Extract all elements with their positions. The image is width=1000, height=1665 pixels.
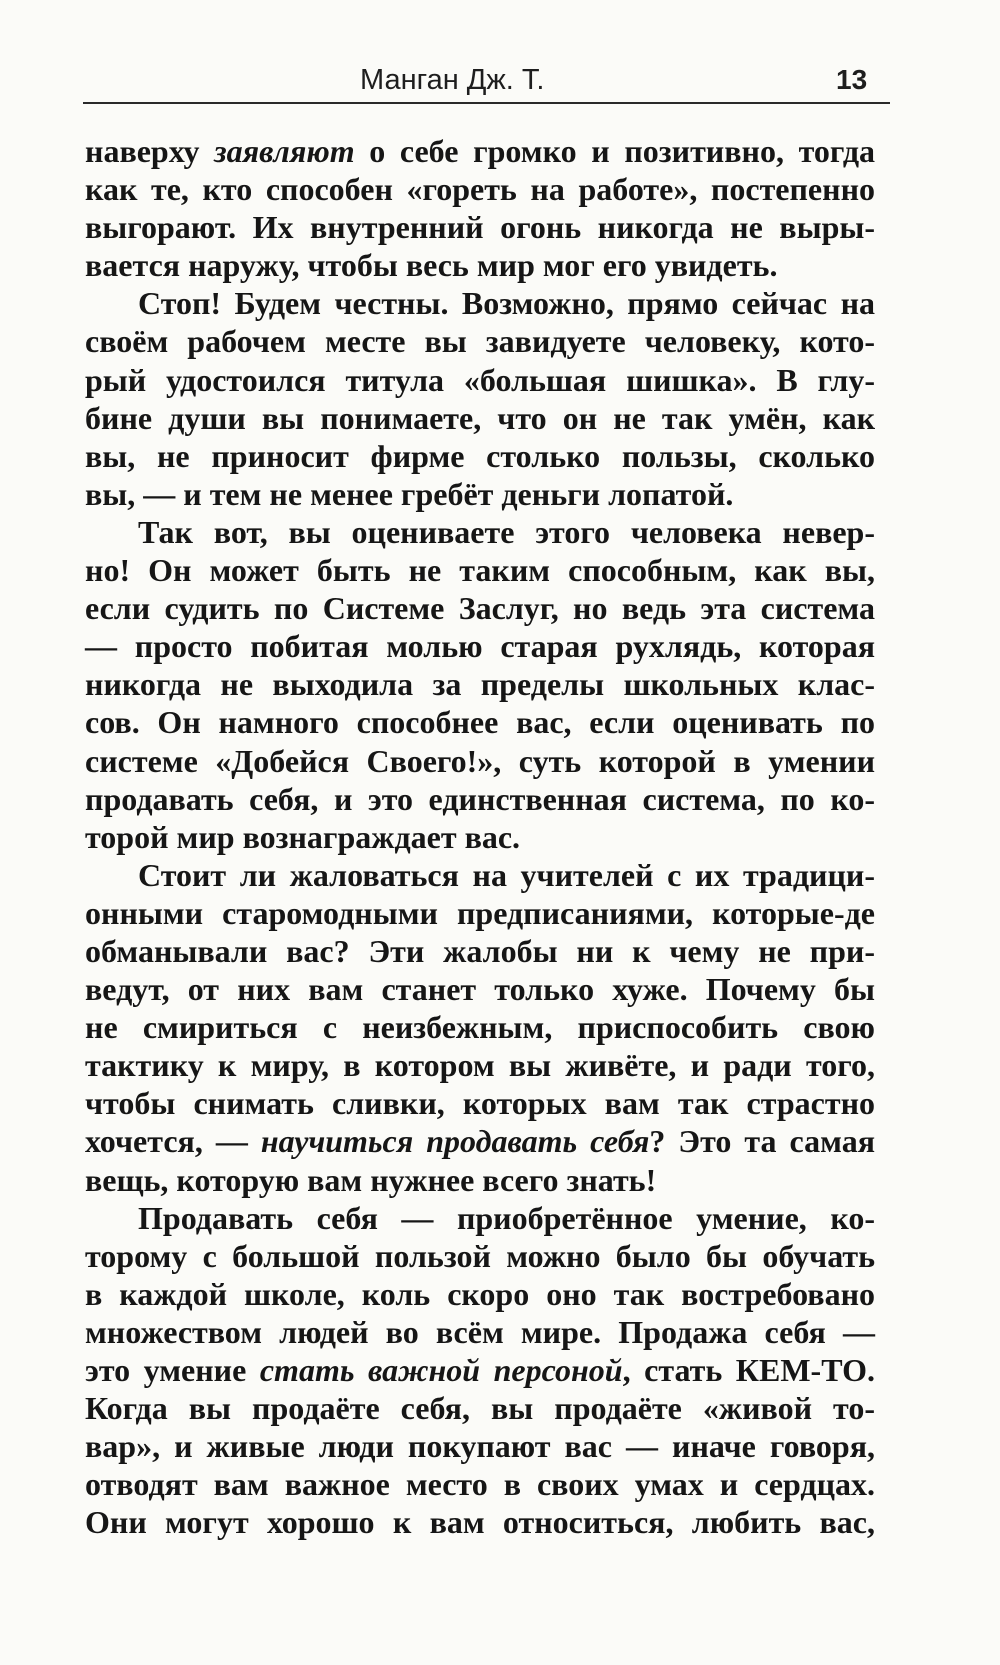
text-line: ведут, от них вам станет только хуже. Почему бы <box>85 971 875 1008</box>
text-line: вар», и живые люди покупают вас — иначе говоря, <box>85 1428 875 1465</box>
text-run: о себе громко и позитивно, тогда <box>354 133 876 169</box>
text-line: чтобы снимать сливки, которых вам так страстно <box>85 1085 875 1122</box>
text-line: вещь, которую вам нужнее всего знать! <box>85 1161 657 1198</box>
text-line: Когда вы продаёте себя, вы продаёте «живой то- <box>85 1390 875 1427</box>
text-line: торой мир вознаграждает вас. <box>85 818 521 855</box>
text-line: Стоит ли жаловаться на учителей с их традици- <box>138 856 875 893</box>
text-line: множеством людей во всём мире. Продажа себя — <box>85 1313 875 1350</box>
paragraph <box>85 132 875 284</box>
text-run: наверху <box>85 133 215 169</box>
text-run: хочется, — <box>85 1123 261 1160</box>
text-line: вается наружу, чтобы весь мир мог его увидеть. <box>85 247 778 284</box>
text-run: , стать КЕМ-ТО. <box>622 1352 875 1388</box>
text-line: — просто побитая молью старая рухлядь, которая <box>85 628 875 665</box>
page-number: 13 <box>836 64 868 95</box>
running-title: Манган Дж. Т. <box>360 64 545 96</box>
emphasis-text: заявляют <box>214 133 355 169</box>
text-line <box>85 1122 875 1160</box>
text-line: вы, — и тем не менее гребёт деньги лопатой. <box>85 475 734 512</box>
text-line: Продавать себя — приобретённое умение, ко- <box>138 1199 875 1236</box>
text-line: сов. Он намного способнее вас, если оценивать по <box>85 704 875 741</box>
paragraph <box>85 513 875 856</box>
text-line: но! Он может быть не таким способным, как вы, <box>85 552 875 589</box>
text-line: онными старомодными предписаниями, которые-де <box>85 894 875 931</box>
text-line: вы, не приносит фирме столько пользы, сколько <box>85 437 875 474</box>
text-line: не смириться с неизбежным, приспособить свою <box>85 1009 875 1046</box>
text-line: Так вот, вы оцениваете этого человека невер- <box>138 513 875 550</box>
emphasis-text: научиться продавать себя <box>260 1123 650 1160</box>
text-line: выгорают. Их внутренний огонь никогда не выры- <box>85 209 875 246</box>
text-line: если судить по Системе Заслуг, но ведь эта система <box>85 590 875 627</box>
text-line: системе «Добейся Своего!», суть которой в умении <box>85 742 875 779</box>
text-line: отводят вам важное место в своих умах и сердцах. <box>85 1466 875 1503</box>
paragraph <box>85 284 875 513</box>
text-line: продавать себя, и это единственная система, по ко- <box>85 780 875 817</box>
text-line <box>85 1351 875 1389</box>
text-line: торому с большой пользой можно было бы обучать <box>85 1237 875 1274</box>
paragraph <box>85 856 875 1199</box>
text-run: ? Это та самая <box>649 1123 876 1160</box>
paragraph <box>85 1199 875 1542</box>
text-line: бине души вы понимаете, что он не так умён, как <box>85 399 875 436</box>
text-line: в каждой школе, коль скоро оно так востребовано <box>85 1275 875 1312</box>
text-line: Они могут хорошо к вам относиться, любить вас, <box>85 1504 875 1541</box>
header-rule <box>83 102 890 104</box>
text-line: рый удостоился титула «большая шишка». В глу- <box>85 361 875 398</box>
text-line: своём рабочем месте вы завидуете человеку, кото- <box>85 323 875 360</box>
text-line <box>85 132 875 170</box>
text-line: Стоп! Будем честны. Возможно, прямо сейчас на <box>138 285 875 322</box>
text-line: тактику к миру, в котором вы живёте, и ради того, <box>85 1047 875 1084</box>
text-line: никогда не выходила за пределы школьных клас- <box>85 666 875 703</box>
text-line: обманывали вас? Эти жалобы ни к чему не при- <box>85 932 875 969</box>
emphasis-text: стать важной персоной <box>259 1352 623 1388</box>
body-text <box>85 132 875 1541</box>
text-line: как те, кто способен «гореть на работе», постепенно <box>85 171 875 208</box>
text-run: это умение <box>85 1352 260 1388</box>
